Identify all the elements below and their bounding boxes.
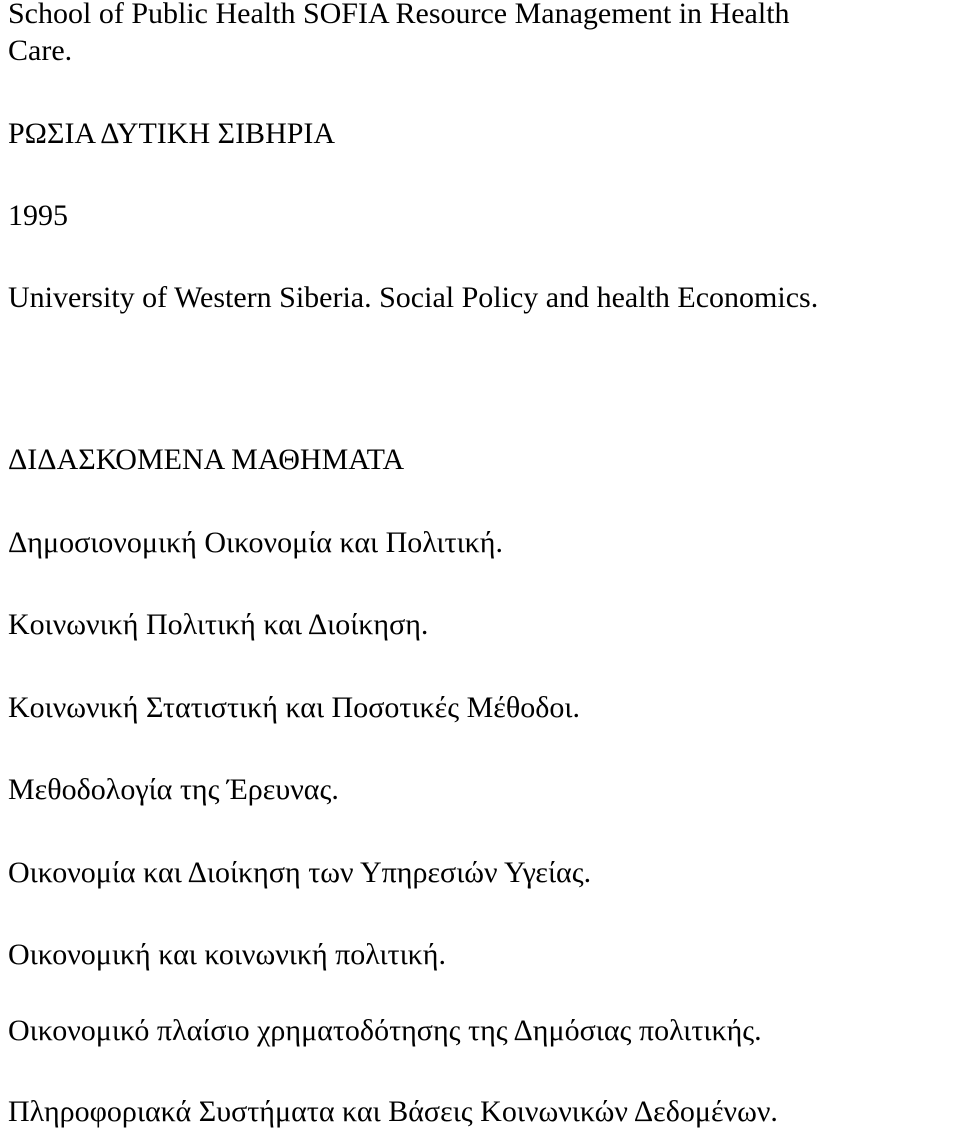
course-item: Οικονομικό πλαίσιο χρηματοδότησης της Δημόσιας πολιτικής. — [8, 1014, 762, 1047]
course-item: Κοινωνική Πολιτική και Διοίκηση. — [8, 608, 429, 641]
year-line: 1995 — [8, 199, 68, 232]
course-item: Οικονομική και κοινωνική πολιτική. — [8, 938, 446, 971]
university-line: University of Western Siberia. Social Policy and health Economics. — [8, 281, 819, 314]
courses-heading: ΔΙΔΑΣΚΟΜΕΝΑ ΜΑΘΗΜΑΤΑ — [8, 443, 405, 476]
course-item: Κοινωνική Στατιστική και Ποσοτικές Μέθοδοι. — [8, 691, 580, 724]
course-item: Οικονομία και Διοίκηση των Υπηρεσιών Υγείας. — [8, 856, 592, 889]
course-item: Πληροφοριακά Συστήματα και Βάσεις Κοινωνικών Δεδομένων. — [8, 1095, 778, 1128]
course-item: Μεθοδολογία της Έρευνας. — [8, 773, 339, 806]
course-item: Δημοσιονομική Οικονομία και Πολιτική. — [8, 526, 503, 559]
location-line: ΡΩΣΙΑ ΔΥΤΙΚΗ ΣΙΒΗΡΙΑ — [8, 117, 336, 150]
institution-line: School of Public Health SOFIA Resource Management in Health — [8, 0, 790, 30]
institution-line-continued: Care. — [8, 34, 73, 67]
